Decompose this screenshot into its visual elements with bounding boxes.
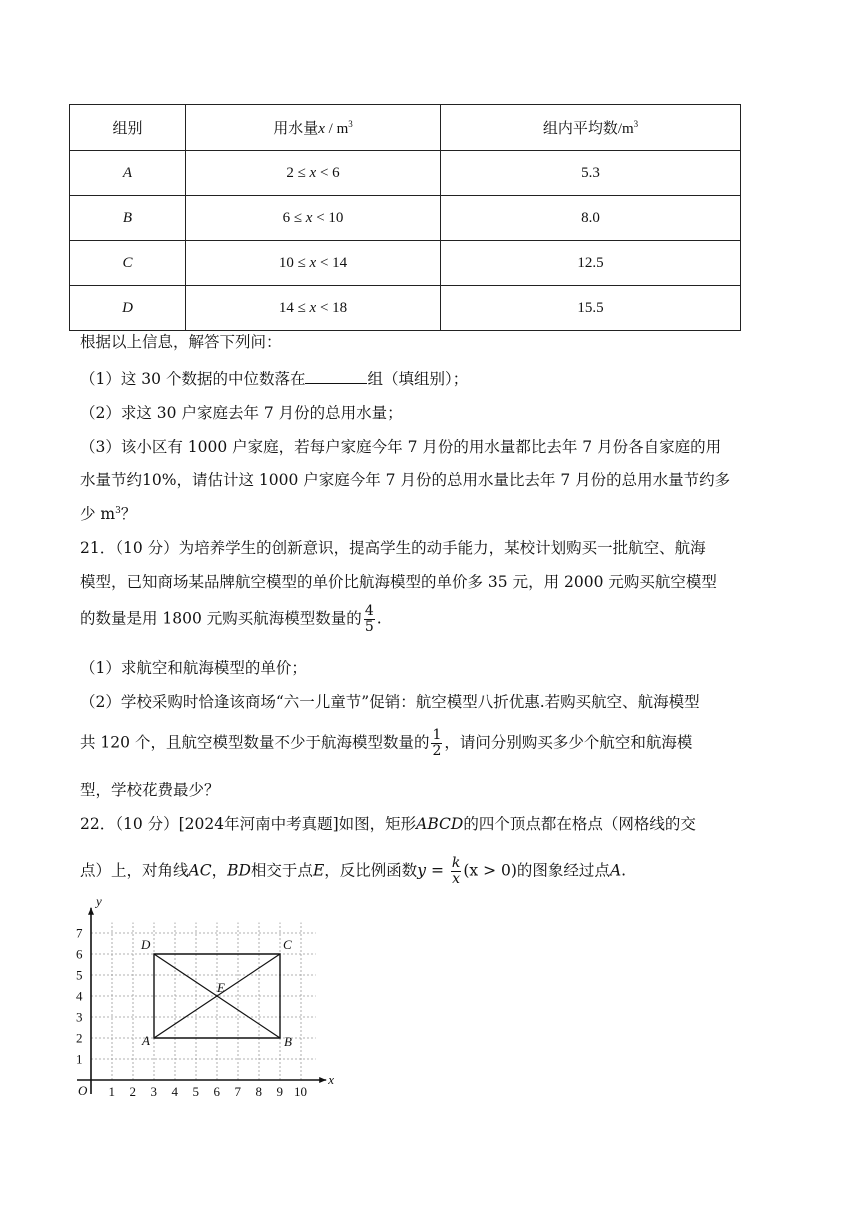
x-tick-label: 8: [255, 1084, 262, 1099]
y-axis-label: y: [96, 893, 102, 909]
origin-label: O: [78, 1083, 88, 1098]
q21-line1: 21．（10 分）为培养学生的创新意识，提高学生的动手能力，某校计划购买一批航空、航海: [80, 539, 706, 557]
q21-line3-text: 的数量是用 1800 元购买航海模型数量的: [80, 609, 362, 628]
cell-average: 15.5: [441, 286, 741, 331]
range-lo: 10 ≤: [278, 254, 310, 271]
table-row: [70, 196, 741, 241]
fraction-numerator: 1: [432, 727, 442, 743]
header-usage-var: x: [318, 121, 325, 137]
header-usage: [186, 105, 441, 151]
range-var: x: [309, 299, 317, 316]
q20-part3-end: ？: [120, 505, 137, 523]
q21-part2-text: 共 120 个，且航空模型数量不少于航海模型数量的: [80, 733, 430, 752]
x-tick-label: 10: [294, 1084, 307, 1099]
fraction-denominator: x: [452, 871, 461, 887]
y-tick-label: 6: [76, 946, 83, 962]
y-tick-label: 4: [76, 988, 83, 1004]
func-domain: (x > 0): [463, 861, 517, 880]
fraction-four-fifths: [364, 604, 375, 635]
fraction-numerator: k: [451, 855, 461, 871]
x-tick-label: 5: [192, 1084, 199, 1099]
header-usage-text: 用水量: [273, 121, 319, 137]
q22-text2: 相交于点: [250, 861, 313, 880]
cell-average: 8.0: [441, 196, 741, 241]
diagonal-bd: BD: [227, 861, 251, 880]
fraction-denominator: 2: [432, 743, 442, 759]
grid-lines: [91, 923, 316, 1081]
q22-text1: 点）上，对角线: [80, 861, 189, 880]
x-tick-label: 9: [276, 1084, 283, 1099]
q21-part2-line2: [80, 728, 692, 759]
x-tick-label: 1: [108, 1084, 115, 1099]
fraction-one-half: [431, 728, 442, 759]
cell-group: A: [70, 151, 186, 196]
diagonal-ac: AC: [188, 861, 212, 880]
fraction-denominator: 5: [364, 619, 374, 635]
range-lo: 14 ≤: [278, 299, 310, 316]
y-tick-label: 5: [76, 967, 83, 983]
range-var: x: [305, 209, 313, 226]
q21-line2: 模型，已知商场某品牌航空模型的单价比航海模型的单价多 35 元，用 2000 元购买航空模型: [80, 573, 717, 591]
func-eq: =: [426, 861, 449, 880]
point-label: B: [284, 1034, 292, 1049]
cell-range: [186, 286, 441, 331]
intro-text: 根据以上信息，解答下列问：: [80, 333, 282, 351]
q20-part1: [80, 367, 468, 389]
func-y: y: [417, 861, 427, 880]
point-label: C: [283, 937, 292, 952]
rect-name: ABCD: [416, 815, 464, 833]
x-axis-arrow: [319, 1077, 326, 1083]
cell-group: D: [70, 286, 186, 331]
q22-line1: [80, 812, 696, 834]
range-hi: < 6: [316, 164, 340, 181]
header-average-exp: 3: [633, 119, 639, 129]
q22-line1-tail: 的四个顶点都在格点（网格线的交: [463, 815, 696, 833]
point-e: E: [312, 861, 325, 880]
range-lo: 6 ≤: [282, 209, 306, 226]
range-var: x: [309, 164, 317, 181]
q21-part2-line3: 型，学校花费最少？: [80, 781, 220, 799]
range-hi: < 14: [316, 254, 348, 271]
x-tick-label: 2: [129, 1084, 136, 1099]
table-row: [70, 241, 741, 286]
q21-line3: [80, 604, 382, 635]
y-tick-label: 7: [76, 925, 83, 941]
point-label: E: [217, 980, 225, 995]
q20-part2: （2）求这 30 户家庭去年 7 月份的总用水量；: [80, 404, 403, 422]
cell-group: B: [70, 196, 186, 241]
q21-part1: （1）求航空和航海模型的单价；: [80, 659, 307, 677]
water-usage-table: [69, 104, 741, 331]
cell-group: C: [70, 241, 186, 286]
cell-average: 5.3: [441, 151, 741, 196]
fraction-k-over-x: [451, 856, 461, 887]
axes: [77, 908, 326, 1094]
q20-part3-line2: 水量节约10%，请估计这 1000 户家庭今年 7 月份的总用水量比去年 7 月份的总用水量节约多: [80, 471, 731, 489]
q22-end: .: [621, 861, 627, 880]
range-lo: 2 ≤: [286, 164, 310, 181]
table-header-row: [70, 105, 741, 151]
header-group: 组别: [70, 105, 186, 151]
unit-exponent: 3: [115, 505, 121, 516]
q20-part1-tail: 组（填组别）；: [367, 370, 469, 388]
x-tick-label: 7: [234, 1084, 241, 1099]
range-hi: < 18: [316, 299, 348, 316]
x-tick-label: 6: [213, 1084, 220, 1099]
range-var: x: [309, 254, 317, 271]
q22-sep: ，: [211, 861, 228, 880]
table-row: [70, 151, 741, 196]
point-a: A: [609, 861, 622, 880]
cell-range: [186, 241, 441, 286]
cell-range: [186, 196, 441, 241]
q20-part3-text: 少 m: [80, 505, 116, 523]
y-tick-label: 2: [76, 1030, 83, 1046]
coordinate-grid-figure: [72, 893, 342, 1101]
q21-part2-tail: ，请问分别购买多少个航空和航海模: [444, 733, 693, 752]
fraction-numerator: 4: [364, 603, 374, 619]
q22-text3: ，反比例函数: [324, 861, 418, 880]
answer-blank[interactable]: [305, 369, 367, 384]
q21-line3-end: .: [376, 609, 382, 628]
x-tick-label: 3: [150, 1084, 157, 1099]
q20-part1-text: （1）这 30 个数据的中位数落在: [80, 370, 306, 388]
cell-range: [186, 151, 441, 196]
table-row: [70, 286, 741, 331]
q22-line2: [80, 856, 626, 887]
point-label: A: [142, 1033, 150, 1048]
q21-part2-line1: （2）学校采购时恰逢该商场“六一儿童节”促销：航空模型八折优惠.若购买航空、航海模型: [80, 693, 700, 711]
header-usage-unit: / m: [324, 121, 349, 137]
header-average-text: 组内平均数/m: [542, 121, 634, 137]
q20-part3-line1: （3）该小区有 1000 户家庭，若每户家庭今年 7 月份的用水量都比去年 7 月份各自家庭的用: [80, 438, 722, 456]
q22-line1-text: 22．（10 分）[2024年河南中考真题]如图，矩形: [80, 815, 417, 833]
q22-text4: 的图象经过点: [516, 861, 610, 880]
header-average: [441, 105, 741, 151]
y-tick-label: 1: [76, 1051, 83, 1067]
y-tick-label: 3: [76, 1009, 83, 1025]
point-label: D: [141, 937, 151, 952]
q20-part3-line3: [80, 502, 136, 524]
x-tick-label: 4: [171, 1084, 178, 1099]
x-axis-label: x: [328, 1072, 335, 1087]
range-hi: < 10: [312, 209, 344, 226]
header-usage-exp: 3: [348, 119, 353, 129]
y-axis-arrow: [88, 908, 94, 915]
cell-average: 12.5: [441, 241, 741, 286]
